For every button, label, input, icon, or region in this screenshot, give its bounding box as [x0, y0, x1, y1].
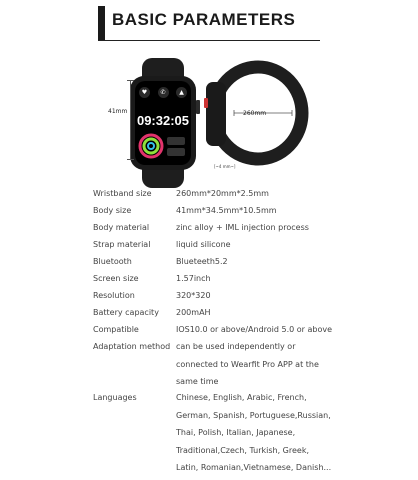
phone-icon: ✆: [158, 87, 169, 98]
spec-label: Body size: [93, 206, 132, 215]
spec-value: [176, 222, 309, 240]
spec-value: [176, 307, 211, 325]
spec-value-line: 260mm*20mm*2.5mm: [176, 189, 269, 198]
spec-value: [176, 273, 211, 291]
spec-value-line: Thai, Polish, Italian, Japanese,: [176, 428, 296, 437]
activity-icon: ▲: [176, 87, 187, 98]
spec-label: Compatible: [93, 325, 139, 334]
spec-value: [176, 188, 269, 206]
spec-label: Battery capacity: [93, 308, 159, 317]
spec-value-line: connected to Wearfit Pro APP at the: [176, 359, 319, 369]
thickness-mark: [~4 mm~]: [214, 164, 236, 169]
spec-value-line: German, Spanish, Portuguese,Russian,: [176, 410, 331, 420]
height-dimension-label: 41mm: [108, 108, 128, 115]
spec-value: [176, 239, 231, 257]
spec-label: Languages: [93, 393, 137, 402]
spec-value-line: IOS10.0 or above/Android 5.0 or above: [176, 325, 333, 334]
page-title: BASIC PARAMETERS: [112, 10, 296, 29]
spec-value-line: liquid silicone: [176, 240, 231, 249]
spec-label: Adaptation method: [93, 342, 171, 351]
spec-value-line: same time: [176, 377, 219, 386]
activity-rings-icon: [137, 131, 189, 161]
spec-value-line: Traditional,Czech, Turkish, Greek,: [176, 445, 309, 455]
spec-label: Bluetooth: [93, 257, 132, 266]
spec-value-line: can be used independently or: [176, 342, 296, 351]
spec-label: Wristband size: [93, 189, 152, 198]
spec-value-line: zinc alloy + IML injection process: [176, 223, 309, 232]
band-dimension-label: 260mm: [243, 110, 267, 117]
spec-value-line: Chinese, English, Arabic, French,: [176, 393, 307, 402]
spec-value-line: 1.57inch: [176, 274, 211, 283]
header-accent-bar: [98, 6, 105, 40]
spec-label: Body material: [93, 223, 150, 232]
watch-front-image: [118, 58, 208, 188]
spec-label: Strap material: [93, 240, 151, 249]
spec-value-line: 200mAH: [176, 308, 211, 317]
spec-label: Screen size: [93, 274, 139, 283]
watch-time: 09:32:05: [136, 113, 190, 128]
heart-icon: ♥: [139, 87, 150, 98]
spec-value: [176, 324, 332, 342]
spec-value: [176, 392, 331, 480]
header-divider: [98, 40, 320, 41]
spec-label: Resolution: [93, 291, 135, 300]
spec-value: [176, 290, 211, 308]
spec-value-line: 320*320: [176, 291, 211, 300]
spec-value: [176, 205, 277, 223]
height-dimension-line: [130, 80, 131, 160]
spec-value-line: 41mm*34.5mm*10.5mm: [176, 206, 277, 215]
spec-value: [176, 256, 228, 274]
spec-value: [176, 341, 319, 394]
watch-screen: [135, 81, 191, 165]
spec-value-line: Latin, Romanian,Vietnamese, Danish...: [176, 463, 332, 472]
spec-value-line: Blueteeth5.2: [176, 257, 228, 266]
